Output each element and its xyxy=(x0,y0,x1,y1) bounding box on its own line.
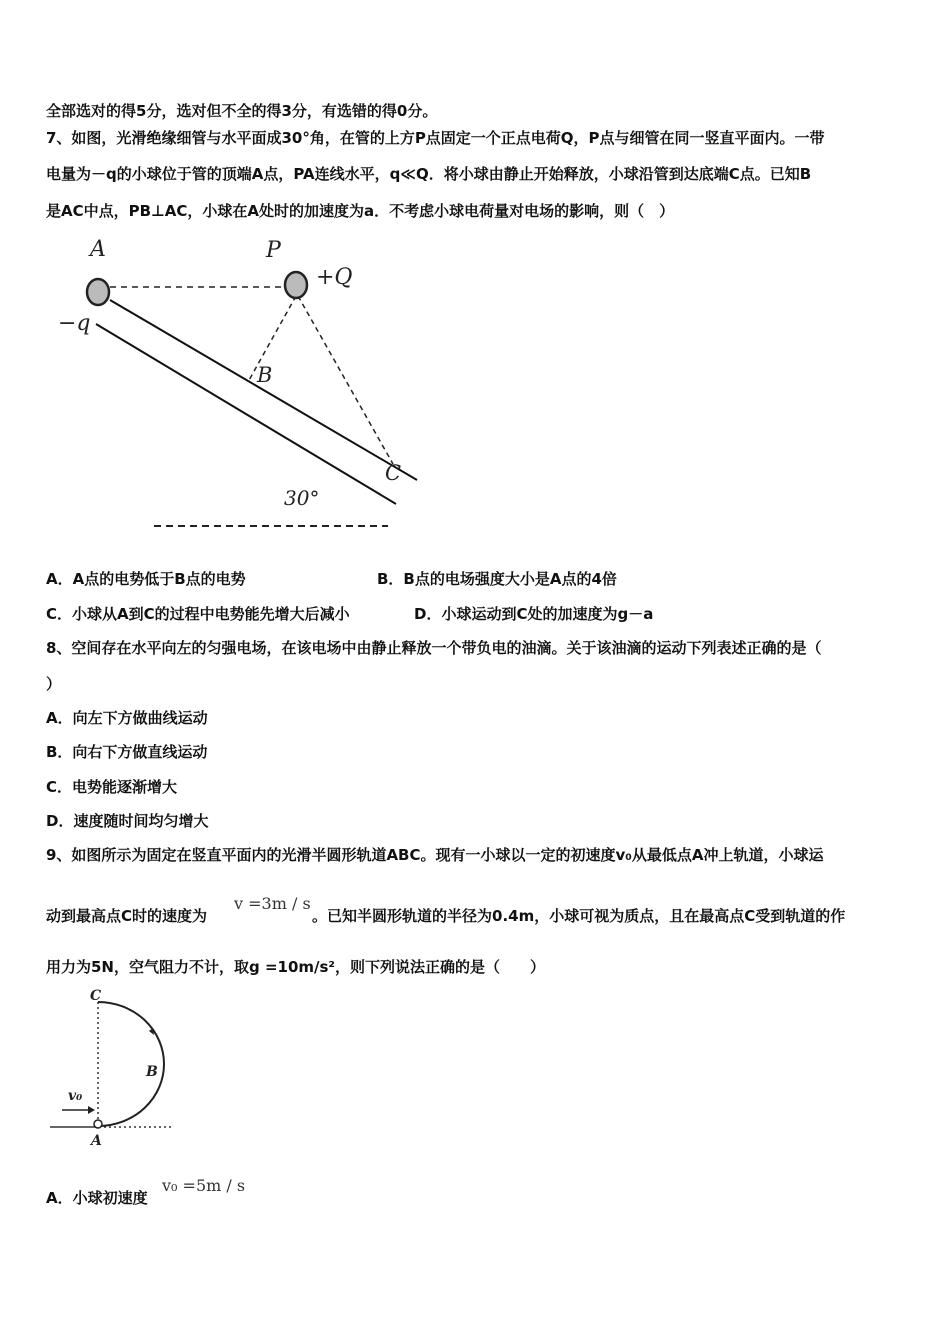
label-b: B xyxy=(257,363,273,387)
ball-at-a xyxy=(94,1120,102,1128)
label-b: B xyxy=(146,1064,158,1080)
q8-stem-line1: 8、空间存在水平向左的匀强电场，在该电场中由静止释放一个带负电的油滴。关于该油滴的运动下列表述正确的是（ xyxy=(46,639,822,657)
q7-stem-line1: 7、如图，光滑绝缘细管与水平面成30°角，在管的上方P点固定一个正点电荷Q，P点与细管在同一竖直平面内。一带 xyxy=(46,129,825,147)
label-c: C xyxy=(90,988,102,1004)
q7-option-c: C．小球从A到C的过程中电势能先增大后减小 xyxy=(46,605,350,623)
q8-stem-line2: ） xyxy=(46,675,62,693)
q9-stem-line2a: 动到最高点C时的速度为 xyxy=(46,907,208,925)
q9-stem-line3: 用力为5N，空气阻力不计，取g =10m/s²，则下列说法正确的是（ ） xyxy=(46,958,546,976)
q7-option-b: B．B点的电场强度大小是A点的4倍 xyxy=(377,570,617,588)
q8-option-a: A．向左下方做曲线运动 xyxy=(46,709,208,727)
q8-option-c: C．电势能逐渐增大 xyxy=(46,778,178,796)
tube-lower-line xyxy=(96,324,396,504)
intro-text: 全部选对的得5分，选对但不全的得3分，有选错的得0分。 xyxy=(46,102,438,120)
q8-option-b: B．向右下方做直线运动 xyxy=(46,743,208,761)
q7-option-d: D．小球运动到C处的加速度为g－a xyxy=(414,605,654,623)
q9-stem-line2b: 。已知半圆形轨道的半径为0.4m，小球可视为质点，且在最高点C受到轨道的作 xyxy=(312,907,846,925)
label-p: P xyxy=(266,238,281,263)
label-a: A xyxy=(90,237,106,262)
q7-figure xyxy=(50,232,430,537)
ball-a xyxy=(87,279,109,305)
charge-p xyxy=(285,272,307,298)
v0-arrowhead xyxy=(88,1106,95,1114)
label-angle: 30° xyxy=(284,486,320,510)
q8-option-d: D．速度随时间均匀增大 xyxy=(46,812,209,830)
q7-option-a: A．A点的电势低于B点的电势 xyxy=(46,570,246,588)
q9-option-a: A．小球初速度 xyxy=(46,1189,148,1207)
q9-option-a-formula: v₀ =5m / s xyxy=(162,1176,246,1195)
label-q-plus: +Q xyxy=(316,265,353,290)
tube-upper-line xyxy=(110,300,417,480)
q7-stem-line2: 电量为－q的小球位于管的顶端A点，PA连线水平，q≪Q．将小球由静止开始释放，小球沿管到达底端C点。已知B xyxy=(46,165,812,183)
label-a: A xyxy=(91,1133,102,1149)
q9-figure xyxy=(48,988,178,1150)
q7-stem-line3: 是AC中点，PB⊥AC，小球在A处时的加速度为a．不考虑小球电荷量对电场的影响，则（ ） xyxy=(46,202,675,220)
label-v0: v₀ xyxy=(68,1088,83,1104)
label-c: C xyxy=(385,461,402,485)
q9-formula-v: v =3m / s xyxy=(234,894,311,913)
q9-stem-line1: 9、如图所示为固定在竖直平面内的光滑半圆形轨道ABC。现有一小球以一定的初速度v₀从最低点A冲上轨道，小球运 xyxy=(46,846,824,864)
label-q-minus: −q xyxy=(58,311,91,336)
